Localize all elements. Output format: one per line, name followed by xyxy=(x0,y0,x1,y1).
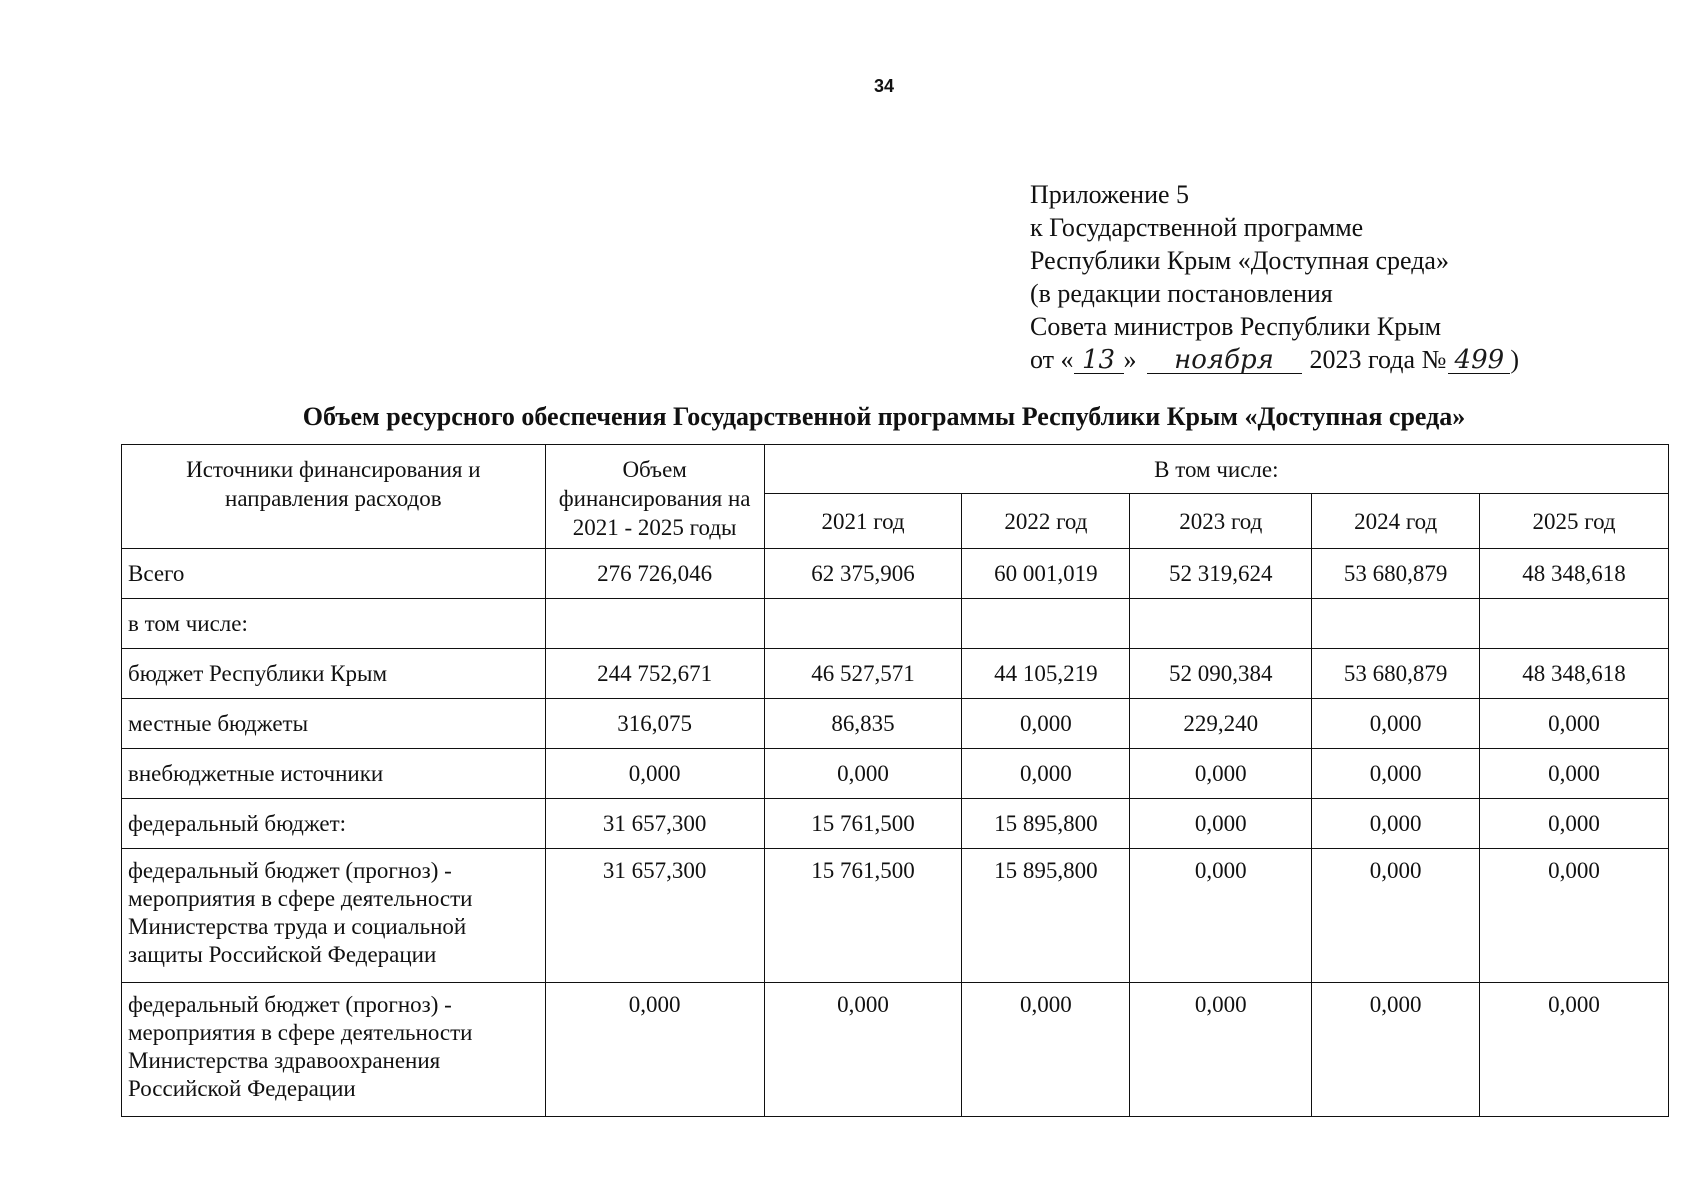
cell-value: 229,240 xyxy=(1130,699,1312,749)
cell-value: 52 090,384 xyxy=(1130,649,1312,699)
cell-value: 0,000 xyxy=(1312,983,1480,1117)
cell-value: 0,000 xyxy=(1480,849,1669,983)
cell-value: 48 348,618 xyxy=(1480,549,1669,599)
cell-value: 0,000 xyxy=(962,983,1130,1117)
appendix-line: к Государственной программе xyxy=(1030,213,1364,242)
table-row xyxy=(122,599,1669,649)
appendix-line: Совета министров Республики Крым xyxy=(1030,312,1442,341)
cell-value: 0,000 xyxy=(1130,983,1312,1117)
cell-value xyxy=(1130,599,1312,649)
handwritten-day: 13 xyxy=(1074,347,1124,374)
cell-value: 0,000 xyxy=(1312,699,1480,749)
budget-table xyxy=(121,444,1669,1117)
cell-value: 0,000 xyxy=(1480,749,1669,799)
cell-value: 15 895,800 xyxy=(962,849,1130,983)
cell-value: 62 375,906 xyxy=(764,549,962,599)
cell-value: 244 752,671 xyxy=(545,649,764,699)
date-prefix: от « xyxy=(1030,345,1074,374)
cell-value: 316,075 xyxy=(545,699,764,749)
cell-value xyxy=(1480,599,1669,649)
cell-value: 0,000 xyxy=(545,749,764,799)
cell-value: 86,835 xyxy=(764,699,962,749)
cell-value: 0,000 xyxy=(545,983,764,1117)
cell-value: 0,000 xyxy=(1312,749,1480,799)
row-label: федеральный бюджет (прогноз) - мероприятия в сфере деятельности Министерства труда и социальной защиты Российской Федерации xyxy=(122,849,546,983)
document-title: Объем ресурсного обеспечения Государственной программы Республики Крым «Доступная среда» xyxy=(302,402,1466,431)
header-year: 2022 год xyxy=(962,494,1130,549)
row-label: местные бюджеты xyxy=(122,699,546,749)
cell-value: 0,000 xyxy=(1130,799,1312,849)
cell-value: 0,000 xyxy=(764,983,962,1117)
cell-value: 0,000 xyxy=(1130,749,1312,799)
cell-value xyxy=(545,599,764,649)
cell-value xyxy=(1312,599,1480,649)
table-row xyxy=(122,549,1669,599)
appendix-date-line xyxy=(1030,343,1519,376)
cell-value: 0,000 xyxy=(962,699,1130,749)
cell-value: 31 657,300 xyxy=(545,849,764,983)
header-year: 2024 год xyxy=(1312,494,1480,549)
cell-value: 0,000 xyxy=(1130,849,1312,983)
table-row xyxy=(122,749,1669,799)
cell-value: 46 527,571 xyxy=(764,649,962,699)
cell-value: 44 105,219 xyxy=(962,649,1130,699)
appendix-block xyxy=(1030,178,1519,376)
cell-value xyxy=(764,599,962,649)
handwritten-number: 499 xyxy=(1448,347,1510,374)
row-label: бюджет Республики Крым xyxy=(122,649,546,699)
header-year: 2021 год xyxy=(764,494,962,549)
row-label: федеральный бюджет (прогноз) - мероприятия в сфере деятельности Министерства здравоохранения Российской Федерации xyxy=(122,983,546,1117)
row-label: внебюджетные источники xyxy=(122,749,546,799)
table-row xyxy=(122,649,1669,699)
header-total-volume: Объем финансирования на 2021 - 2025 годы xyxy=(545,445,764,549)
cell-value: 31 657,300 xyxy=(545,799,764,849)
date-quote-close: » xyxy=(1123,345,1137,374)
table-row xyxy=(122,699,1669,749)
cell-value: 53 680,879 xyxy=(1312,549,1480,599)
header-sources: Источники финансирования и направления расходов xyxy=(122,445,546,549)
cell-value: 0,000 xyxy=(764,749,962,799)
cell-value: 0,000 xyxy=(1480,983,1669,1117)
row-label: Всего xyxy=(122,549,546,599)
appendix-line: Приложение 5 xyxy=(1030,180,1190,209)
cell-value: 48 348,618 xyxy=(1480,649,1669,699)
header-including: В том числе: xyxy=(764,445,1668,494)
row-label: федеральный бюджет: xyxy=(122,799,546,849)
table-row xyxy=(122,849,1669,983)
date-suffix: ) xyxy=(1510,345,1520,374)
cell-value: 0,000 xyxy=(1480,799,1669,849)
header-year: 2025 год xyxy=(1480,494,1669,549)
cell-value: 0,000 xyxy=(1480,699,1669,749)
cell-value: 15 895,800 xyxy=(962,799,1130,849)
row-label: в том числе: xyxy=(122,599,546,649)
header-year: 2023 год xyxy=(1130,494,1312,549)
date-year-text: 2023 года № xyxy=(1309,345,1447,374)
cell-value: 53 680,879 xyxy=(1312,649,1480,699)
cell-value: 15 761,500 xyxy=(764,849,962,983)
page-number: 34 xyxy=(873,76,895,96)
table-row xyxy=(122,799,1669,849)
cell-value: 15 761,500 xyxy=(764,799,962,849)
appendix-line: (в редакции постановления xyxy=(1030,279,1333,308)
cell-value: 52 319,624 xyxy=(1130,549,1312,599)
cell-value: 0,000 xyxy=(1312,849,1480,983)
cell-value: 0,000 xyxy=(962,749,1130,799)
cell-value: 276 726,046 xyxy=(545,549,764,599)
appendix-line: Республики Крым «Доступная среда» xyxy=(1030,246,1449,275)
handwritten-month: ноября xyxy=(1147,347,1302,374)
cell-value: 60 001,019 xyxy=(962,549,1130,599)
cell-value xyxy=(962,599,1130,649)
table-row xyxy=(122,983,1669,1117)
cell-value: 0,000 xyxy=(1312,799,1480,849)
